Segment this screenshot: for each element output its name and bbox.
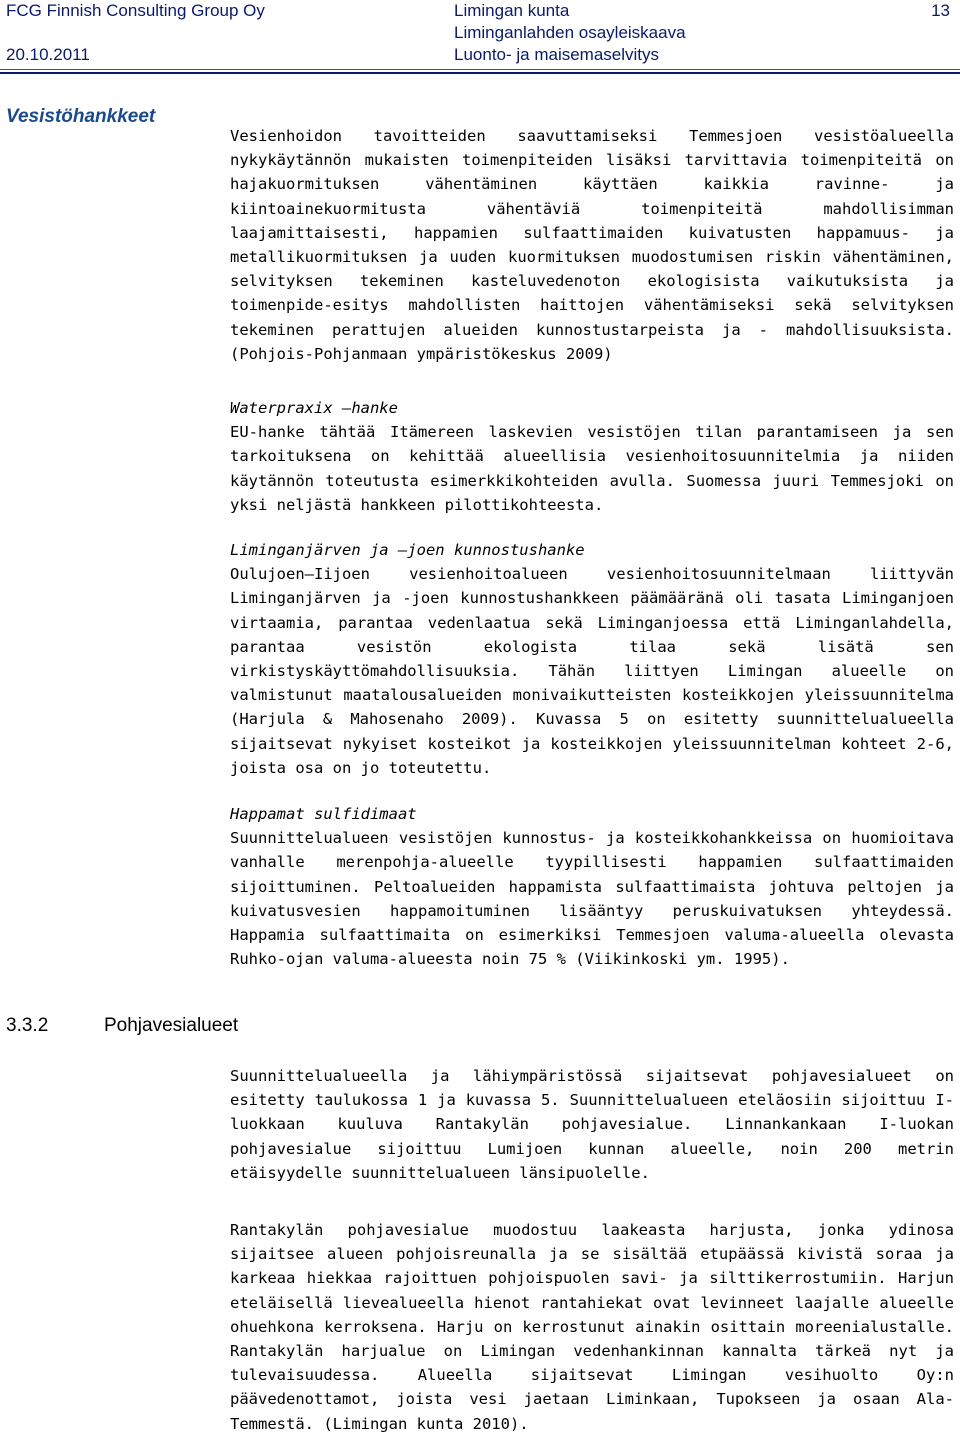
- header-plan: Liminganlahden osayleiskaava: [454, 23, 686, 42]
- happamat-paragraph: Suunnittelualueen vesistöjen kunnostus- ja kosteikkohankkeissa on huomioitava vanhalle merenpohja-alueelle tyypillisesti happamien sulfaattimaiden sijoittuminen. Peltoalueiden happamista sulfaattimaista johtuva peltojen ja kuivatusvesien happamoituminen lisääntyy peruskuivatuksen yhteydessä. Happamia sulfaattimaita on esimerkiksi Temmesjoen valuma-alueella olevasta Ruhko-ojan valuma-alueesta noin 75 % (Viikinkoski ym. 1995).: [230, 829, 954, 969]
- waterpraxix-paragraph: EU-hanke tähtää Itämereen laskevien vesistöjen tilan parantamiseen ja sen tarkoituksena on kehittää alueellisia vesienhoitosuunnitelmia ja niiden käytännön toteutusta esimerkkikohteiden avulla. Suomessa juuri Temmesjoki on yksi neljästä hankkeen pilottikohteesta.: [230, 423, 954, 514]
- section-title: Vesistöhankkeet: [6, 106, 156, 127]
- header-divider-bold: [0, 72, 960, 74]
- waterpraxix-heading: Waterpraxix –hanke: [230, 399, 398, 417]
- page-number: 13: [931, 1, 950, 20]
- subsection-title: Pohjavesialueet: [104, 1015, 239, 1036]
- liminganjarvi-paragraph: Oulujoen–Iijoen vesienhoitoalueen vesienhoitosuunnitelmaan liittyvän Liminganjärven ja -joen kunnostushankkeen päämääränä oli tasata Liminganjoen virtaamia, parantaa vedenlaatua sekä Liminganjoessa että Liminganlahdella, parantaa vesistön ekologista tilaa sekä lisätä sen virkistyskäyttömahdollisuuksia. Tähän liittyen Limingan alueelle on valmistunut maatalousalueiden monivaikutteisten kosteikkojen yleissuunnitelma (Harjula & Mahosenaho 2009). Kuvassa 5 on esitetty suunnittelualueella sijaitsevat nykyiset kosteikot ja kosteikkojen yleissuunnitelman kohteet 2-6, joista osa on jo toteutettu.: [230, 565, 954, 777]
- happamat-heading: Happamat sulfidimaat: [230, 805, 417, 823]
- waterpraxix-block: [230, 396, 954, 517]
- header-report: Luonto- ja maisemaselvitys: [454, 45, 660, 64]
- pohjavesi-block: [230, 1064, 954, 1185]
- pohjavesi-paragraph: Suunnittelualueella ja lähiympäristössä sijaitsevat pohjavesialueet on esitetty taulukossa 1 ja kuvassa 5. Suunnittelualueen eteläosiin sijoittuu I-luokkaan kuuluva Rantakylän pohjavesialue. Linnankankaan I-luokan pohjavesialue sijoittuu Lumijoen kunnan alueelle, noin 200 metrin etäisyydelle suunnittelualueen länsipuolelle.: [230, 1067, 954, 1182]
- header-divider: [0, 69, 960, 70]
- header-company: FCG Finnish Consulting Group Oy: [6, 1, 265, 20]
- header-date: 20.10.2011: [6, 45, 90, 64]
- header-municipality: Limingan kunta: [454, 1, 570, 20]
- liminganjarvi-block: [230, 538, 954, 780]
- subsection-number: 3.3.2: [6, 1015, 49, 1036]
- happamat-block: [230, 802, 954, 971]
- rantakyla-block: [230, 1218, 954, 1436]
- rantakyla-paragraph: Rantakylän pohjavesialue muodostuu laakeasta harjusta, jonka ydinosa sijaitsee alueen pohjoisreunalla ja se sisältää etupäässä kivistä soraa ja karkeaa hiekkaa rajoittuen pohjoispuolen savi- ja silttikerrostumiin. Harjun eteläisellä lievealueella hienot rantahiekat ovat levinneet laajalle alueelle ohuehkona kerroksena. Harju on kerrostunut ainakin osittain moreenialustalle. Rantakylän harjualue on Limingan vedenhankinnan kannalta tärkeä nyt ja tulevaisuudessa. Alueella sijaitsevat Limingan vesihuolto Oy:n päävedenottamot, joista vesi jaetaan Liminkaan, Tupokseen ja osaan Ala-Temmestä. (Limingan kunta 2010).: [230, 1221, 954, 1433]
- liminganjarvi-heading: Liminganjärven ja –joen kunnostushanke: [230, 541, 585, 559]
- intro-block: [230, 124, 954, 366]
- intro-paragraph: Vesienhoidon tavoitteiden saavuttamiseksi Temmesjoen vesistöalueella nykykäytännön mukaisten toimenpiteiden lisäksi tarvittavia toimenpiteitä on hajakuormituksen vähentäminen käyttäen kaikkia ravinne- ja kiintoainekuormitusta vähentäviä toimenpiteitä mahdollisimman laajamittaisesti, happamien sulfaattimaiden kuivatusten happamuus- ja metallikuormituksen ja uuden kuormituksen muodostumisen riskin vähentäminen, selvityksen tekeminen kasteluvedenoton ekologisista vaikutuksista ja toimenpide-esitys mahdollisten haittojen vähentämiseksi sekä selvityksen tekeminen perattujen alueiden kunnostustarpeista ja - mahdollisuuksista. (Pohjois-Pohjanmaan ympäristökeskus 2009): [230, 127, 954, 363]
